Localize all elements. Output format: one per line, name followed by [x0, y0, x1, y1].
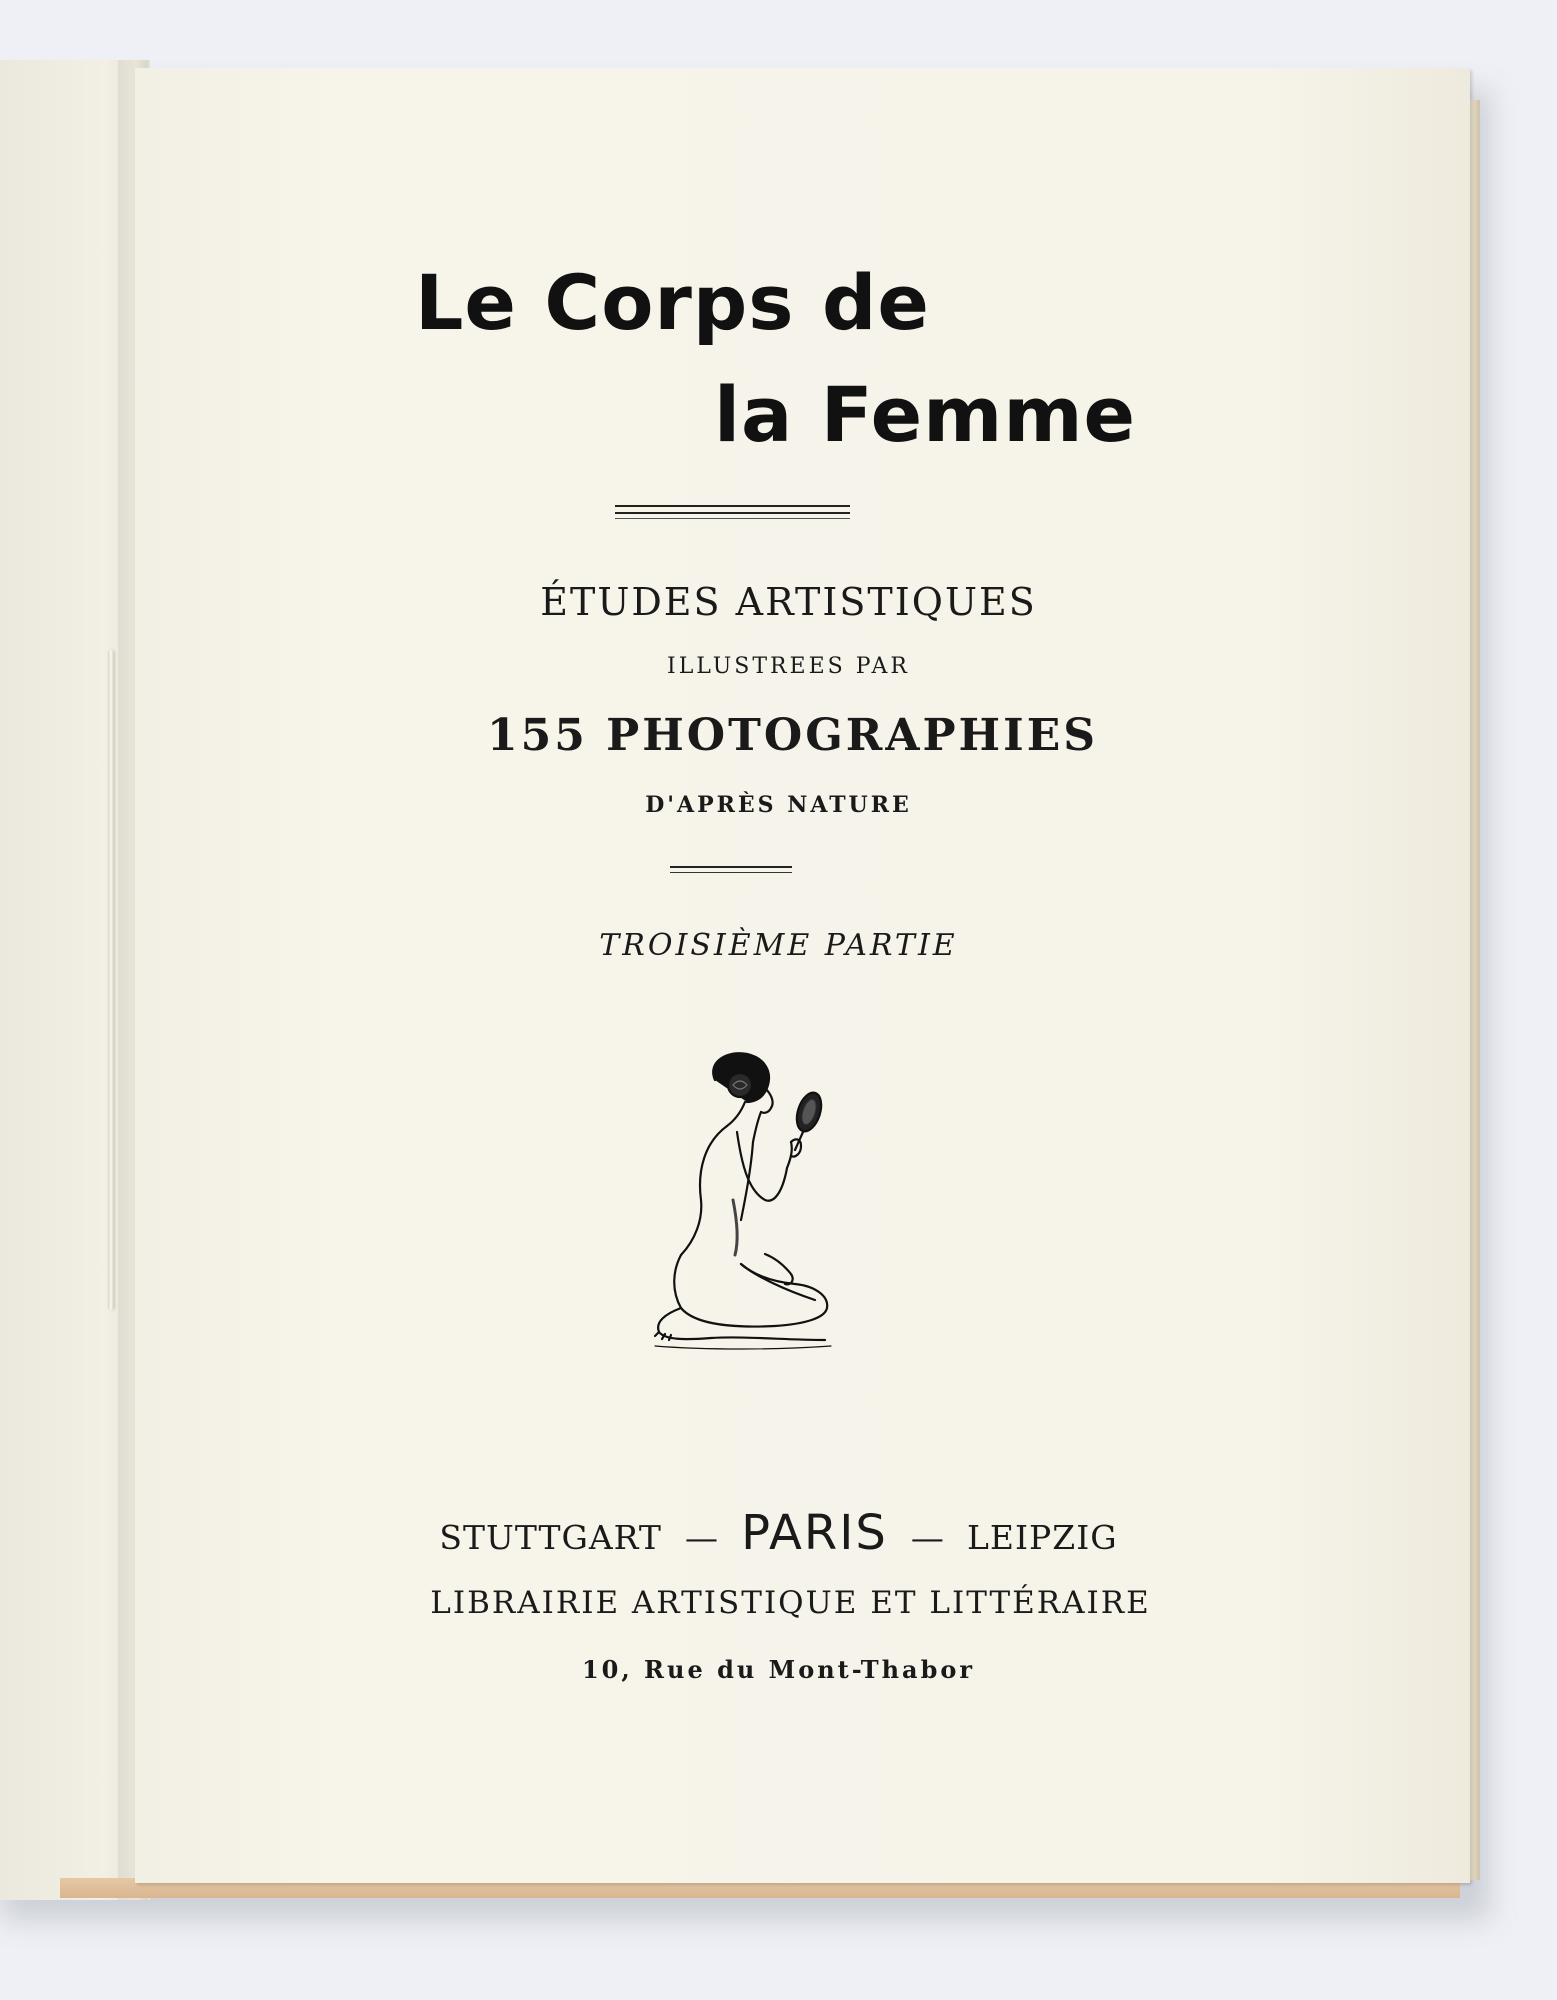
part-label: TROISIÈME PARTIE [599, 928, 958, 963]
after-nature: D'APRÈS NATURE [645, 792, 912, 818]
city-separator: — [685, 1518, 719, 1557]
ornamental-rule-middle [670, 866, 792, 868]
ornamental-rule-top-3 [615, 518, 850, 519]
city-stuttgart: STUTTGART [439, 1518, 662, 1557]
illustrated-by: ILLUSTREES PAR [667, 654, 910, 679]
city-paris: PARIS [741, 1505, 888, 1561]
subtitle: ÉTUDES ARTISTIQUES [540, 580, 1037, 624]
publisher-cities [0, 1505, 1557, 1561]
city-leipzig: LEIPZIG [967, 1518, 1118, 1557]
ornamental-rule-middle-2 [670, 872, 792, 873]
city-separator: — [910, 1518, 944, 1557]
ornamental-rule-top-2 [615, 512, 850, 514]
kneeling-figure-illustration [615, 1050, 845, 1380]
ornamental-rule-top [615, 505, 850, 507]
book-title-line-1: Le Corps de [415, 258, 930, 347]
publisher-name: LIBRAIRIE ARTISTIQUE ET LITTÉRAIRE [430, 1585, 1151, 1621]
publisher-address: 10, Rue du Mont-Thabor [581, 1655, 976, 1684]
book-title-line-2: la Femme [714, 370, 1137, 459]
photographs-count: 155 PHOTOGRAPHIES [486, 710, 1099, 761]
